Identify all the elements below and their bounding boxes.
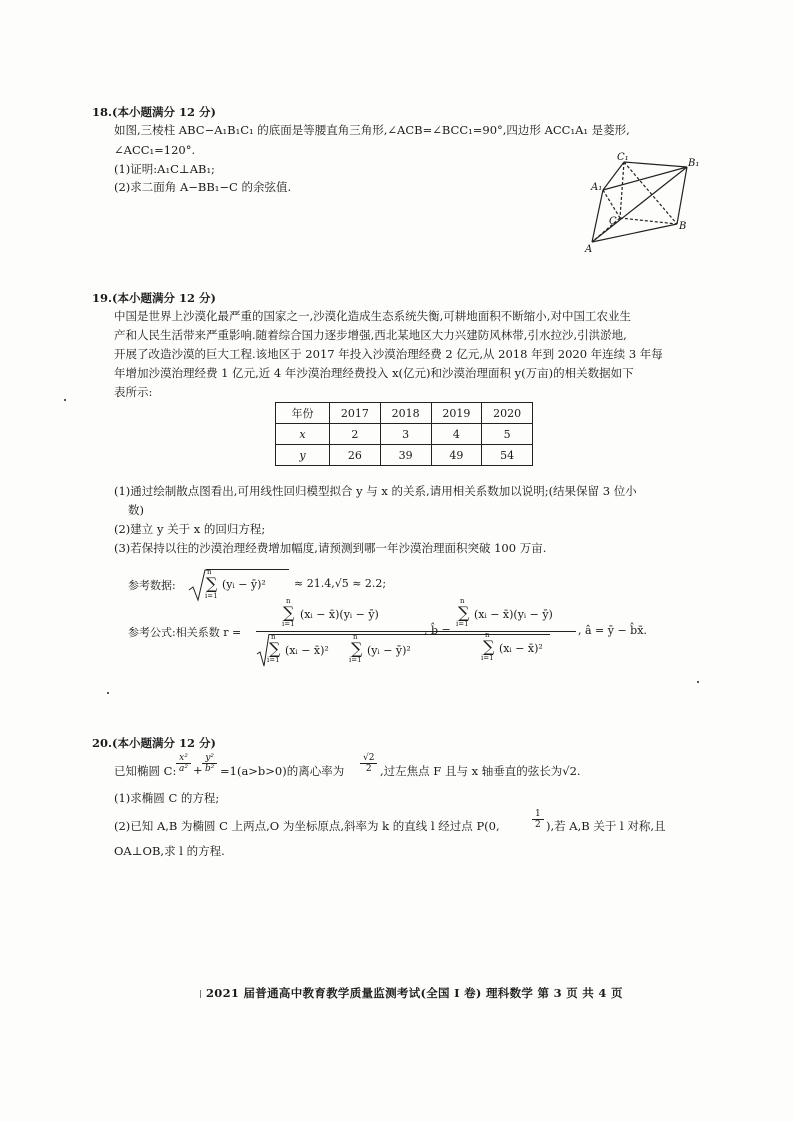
q18-part1: (1)证明:A₁C⊥AB₁; — [114, 162, 215, 176]
table-cell: 2018 — [380, 403, 431, 424]
a-formula: , â = ȳ − b̂x̄. — [578, 624, 647, 637]
r-denominator: n ∑ i=1 (xᵢ − x̄)² n ∑ i=1 (yᵢ − ȳ)² — [269, 634, 550, 667]
reference-formula — [128, 598, 668, 670]
y2-over-b2: $\frac{\text{y²}}{\text{b²}}$ — [202, 753, 217, 774]
q20-part2: (2)已知 A,B 为椭圆 C 上两点,O 为坐标原点,斜率为 k 的直线 l 经过点 P(0, $\frac{1}{2}$ ),若 A,B 关于 l 对称,且 — [114, 809, 666, 833]
q19-part3: (3)若保持以往的沙漠治理经费增加幅度,请预测到哪一年沙漠治理面积突破 100 万亩. — [114, 541, 547, 555]
table-cell: 2020 — [482, 403, 533, 424]
q20-line1: 已知椭圆 C: $\frac{\text{x²}}{\text{a²}}$ + $\frac{\text{y²}}{\text{b²}}$ =1(a>b>0)的离心率为 $\frac{√2}{2}$ ,过左焦点 F 且与 x 轴垂直的弦长为√2. — [114, 753, 581, 778]
table-row — [276, 445, 533, 466]
half-fraction: $\frac{1}{2}$ — [532, 809, 544, 830]
table-cell: 2019 — [431, 403, 482, 424]
q19-intro-1: 中国是世界上沙漠化最严重的国家之一,沙漠化造成生态系统失衡,可耕地面积不断缩小,对中国工农业生 — [114, 309, 631, 323]
table-cell: 39 — [380, 445, 431, 466]
q18-header: 18.(本小题满分 12 分) — [92, 105, 216, 119]
table-cell: x — [276, 424, 330, 445]
q20-part1: (1)求椭圆 C 的方程; — [114, 791, 220, 805]
label-c1: C₁ — [617, 152, 629, 163]
x2-over-a2: $\frac{\text{x²}}{\text{a²}}$ — [176, 753, 191, 774]
q19-intro-5: 表所示: — [114, 385, 153, 399]
b-numerator: n ∑ i=1 (xᵢ − x̄)(yᵢ − ȳ) — [456, 597, 553, 628]
table-row — [276, 403, 533, 424]
scan-speck — [107, 692, 109, 694]
q19-part2: (2)建立 y 关于 x 的回归方程; — [114, 522, 266, 536]
table-cell: 26 — [330, 445, 381, 466]
q19-intro-3: 开展了改造沙漠的巨大工程.该地区于 2017 年投入沙漠治理经费 2 亿元,从 2018 年到 2020 年连续 3 年每 — [114, 347, 663, 361]
table-cell: 54 — [482, 445, 533, 466]
table-cell: 3 — [380, 424, 431, 445]
label-a: A — [585, 244, 593, 255]
q18-part2: (2)求二面角 A−BB₁−C 的余弦值. — [114, 180, 292, 194]
b-fraction-bar — [454, 631, 576, 632]
sq-term: (yᵢ − ȳ)² — [222, 578, 266, 591]
sum-top: n — [207, 568, 212, 576]
label-b: B — [679, 221, 687, 232]
b-label: , b̂ = — [424, 624, 451, 637]
q20-header: 20.(本小题满分 12 分) — [92, 736, 216, 750]
table-row — [276, 424, 533, 445]
label-b1: B₁ — [688, 158, 700, 169]
table-cell: 2017 — [330, 403, 381, 424]
q18-line1: 如图,三棱柱 ABC−A₁B₁C₁ 的底面是等腰直角三角形,∠ACB=∠BCC₁=90°,四边形 ACC₁A₁ 是菱形, — [114, 123, 630, 137]
prism-figure — [575, 148, 705, 260]
table-cell: 2 — [330, 424, 381, 445]
label-c: C — [609, 216, 617, 227]
scan-speck — [697, 681, 699, 683]
ref-formula-label: 参考公式:相关系数 r = — [128, 626, 242, 639]
table-cell: 49 — [431, 445, 482, 466]
table-cell: y — [276, 445, 330, 466]
table-cell: 4 — [431, 424, 482, 445]
sum-bot: i=1 — [205, 592, 218, 600]
eccentricity-fraction: $\frac{√2}{2}$ — [360, 753, 377, 774]
table-cell: 年份 — [276, 403, 330, 424]
label-a1: A₁ — [591, 182, 603, 193]
page-footer: 2021 届普通高中教育教学质量监测考试(全国 Ⅰ 卷) 理科数学 第 3 页 共 4 页 — [206, 986, 623, 1000]
q19-part1-a: (1)通过绘制散点图看出,可用线性回归模型拟合 y 与 x 的关系,请用相关系数加以说明;(结果保留 3 位小 — [114, 484, 637, 498]
q19-intro-4: 年增加沙漠治理经费 1 亿元,近 4 年沙漠治理经费投入 x(亿元)和沙漠治理面积 y(万亩)的相关数据如下 — [114, 366, 634, 380]
sigma: ∑ — [206, 574, 218, 593]
r-numerator: n ∑ i=1 (xᵢ − x̄)(yᵢ − ȳ) — [282, 597, 379, 628]
q19-header: 19.(本小题满分 12 分) — [92, 291, 216, 305]
ref-data-tail: ≈ 21.4,√5 ≈ 2.2; — [294, 577, 387, 590]
table-cell: 5 — [482, 424, 533, 445]
q20-part2-line2: OA⊥OB,求 l 的方程. — [114, 844, 225, 858]
b-denominator: n ∑ i=1 (xᵢ − x̄)² — [481, 631, 543, 662]
scan-speck — [64, 399, 66, 401]
data-table — [275, 402, 533, 466]
scan-mark — [200, 990, 201, 998]
q18-line2: ∠ACC₁=120°. — [114, 143, 196, 157]
q19-part1-b: 数) — [128, 503, 144, 517]
ref-data-label: 参考数据: — [128, 579, 176, 592]
q19-intro-2: 产和人民生活带来严重影响.随着综合国力逐步增强,西北某地区大力兴建防风林带,引水拉沙,引洪淤地, — [114, 328, 627, 342]
